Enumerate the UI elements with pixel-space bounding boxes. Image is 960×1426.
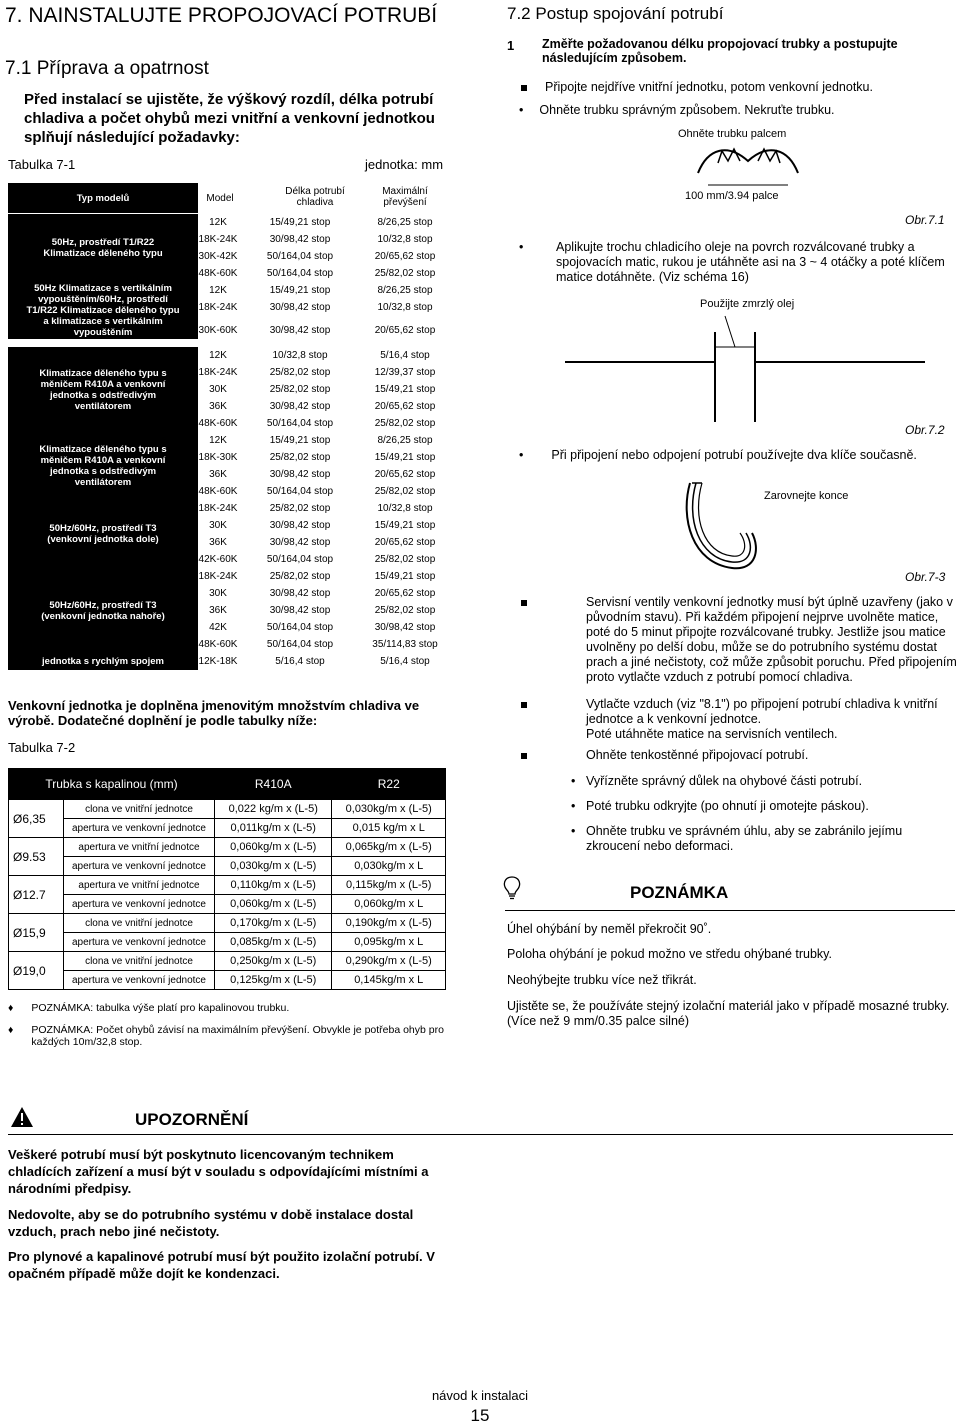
unit-label: jednotka: mm bbox=[365, 157, 444, 172]
t2-cell: 0,060kg/m x (L-5) bbox=[215, 838, 332, 857]
flare-oil-figure bbox=[565, 312, 925, 422]
t1-row bbox=[198, 534, 446, 551]
t1-cell: 20/65,62 stop bbox=[374, 469, 436, 480]
t1-cell: 30K bbox=[209, 384, 227, 395]
coiled-pipe-figure bbox=[682, 478, 762, 573]
t1-cell: 5/16,4 stop bbox=[380, 350, 430, 361]
t1-cell: 10/32,8 stop bbox=[377, 302, 433, 313]
t1-type-cell bbox=[8, 214, 198, 282]
t1-cell: 15/49,21 stop bbox=[374, 571, 436, 582]
t2-cell: 0,250kg/m x (L-5) bbox=[215, 952, 332, 971]
t1-row bbox=[198, 466, 446, 483]
t1-row bbox=[198, 398, 446, 415]
t1-cell: 12K bbox=[209, 217, 227, 228]
t1-cell: 42K-60K bbox=[198, 554, 238, 565]
t2-cell: 0,095kg/m x L bbox=[332, 933, 446, 952]
t1-cell: 48K-60K bbox=[198, 268, 238, 279]
t1-cell: 50/164,04 stop bbox=[266, 251, 334, 262]
t1-cell: 25/82,02 stop bbox=[269, 503, 331, 514]
t1-cell: 35/114,83 stop bbox=[372, 639, 438, 650]
t1-type-cell bbox=[8, 500, 198, 568]
sub-bullet-3: • Ohněte trubku ve správném úhlu, aby se zabránilo jejímu zkroucení nebo deformaci. bbox=[571, 824, 903, 853]
warning-p1: Veškeré potrubí musí být poskytnuto licencovaným technikem chladících zařízení a musí být v souladu s odpovídajícími místními a národními předpisy. bbox=[8, 1147, 429, 1196]
note-line-2: Poloha ohýbání je pokud možno ve středu ohýbané trubky. bbox=[507, 947, 832, 961]
t1-cell: 15/49,21 stop bbox=[269, 285, 331, 296]
t1-cell: 25/82,02 stop bbox=[374, 268, 436, 279]
t1-cell: 25/82,02 stop bbox=[374, 418, 436, 429]
t2-row bbox=[9, 800, 446, 819]
t1-type-text: 50Hz/60Hz, prostředí T3 (venkovní jednotka dole) bbox=[47, 523, 159, 545]
t1-cell: 30/98,42 stop bbox=[269, 537, 331, 548]
t2-row bbox=[9, 895, 446, 914]
t1-cell: 30K-60K bbox=[198, 325, 238, 336]
t1-cell: 18K-24K bbox=[198, 503, 238, 514]
t1-cell: 42K bbox=[209, 622, 227, 633]
fig3-label: Obr.7-3 bbox=[905, 570, 946, 584]
t1-type-cell bbox=[8, 653, 198, 670]
t1-type-text: 50Hz/60Hz, prostředí T3 (venkovní jednotka nahoře) bbox=[41, 599, 165, 622]
t1-row bbox=[198, 585, 446, 602]
t1-type-text: jednotka s rychlým spojem bbox=[42, 656, 164, 667]
t1-cell: 50/164,04 stop bbox=[266, 268, 334, 279]
t1-cell: 20/65,62 stop bbox=[374, 537, 436, 548]
t1-cell: 20/65,62 stop bbox=[374, 401, 436, 412]
footer-manual: návod k instalaci bbox=[431, 1388, 529, 1403]
t1-cell: 12/39,37 stop bbox=[374, 367, 436, 378]
t1-cell: 12K bbox=[209, 435, 227, 446]
t2-cell: apertura ve venkovní jednotce bbox=[64, 933, 215, 952]
t1-row bbox=[198, 432, 446, 449]
t1-cell: 25/82,02 stop bbox=[374, 554, 436, 565]
t1-cell: 25/82,02 stop bbox=[269, 571, 331, 582]
t1-cell: 36K bbox=[209, 401, 227, 412]
t1-cell: 36K bbox=[209, 537, 227, 548]
t1-header-typ bbox=[8, 183, 198, 213]
warning-title: UPOZORNĚNÍ bbox=[135, 1110, 249, 1129]
t1-cell: 20/65,62 stop bbox=[374, 251, 436, 262]
note-title: POZNÁMKA bbox=[630, 883, 729, 902]
t2-cell: apertura ve venkovní jednotce bbox=[64, 819, 215, 838]
table-2 bbox=[8, 768, 446, 990]
t1-cell: 50/164,04 stop bbox=[266, 622, 334, 633]
t1-cell: 10/32,8 stop bbox=[377, 503, 433, 514]
t1-row bbox=[198, 619, 446, 636]
warning-icon bbox=[10, 1106, 34, 1128]
t2-cell: 0,030kg/m x L bbox=[332, 857, 446, 876]
fig2-label: Obr.7.2 bbox=[905, 423, 945, 437]
t2-cell: 0,060kg/m x (L-5) bbox=[215, 895, 332, 914]
sub-bullets bbox=[507, 774, 957, 854]
t1-cell: 36K bbox=[209, 605, 227, 616]
t1-cell: 25/82,02 stop bbox=[269, 452, 331, 463]
t1-row bbox=[198, 636, 446, 653]
t1-type-cell bbox=[8, 568, 198, 653]
t2-diameter: Ø6,35 bbox=[9, 800, 64, 838]
t2-cell: 0,011kg/m x (L-5) bbox=[215, 819, 332, 838]
t1-row bbox=[198, 248, 446, 265]
t1-cell: 30K-42K bbox=[198, 251, 238, 262]
t2-row bbox=[9, 914, 446, 933]
bullet-3: • Aplikujte trochu chladicího oleje na povrch rozválcované trubky a spojovacích matic, rukou je utáhněte asi na 3 ~ 4 otáčky a poté klíčem matice dotáhněte. (Viz schéma 16) bbox=[519, 240, 945, 284]
diamond-icon: ♦ bbox=[8, 1024, 14, 1036]
t1-cell: 15/49,21 stop bbox=[269, 217, 331, 228]
t1-cell: 50/164,04 stop bbox=[266, 554, 334, 565]
t1-cell: 50/164,04 stop bbox=[266, 486, 334, 497]
t1-cell: 18K-24K bbox=[198, 367, 238, 378]
t1-cell: 48K-60K bbox=[198, 418, 238, 429]
t2-header-r22: R22 bbox=[332, 769, 446, 800]
t2-cell: 0,190kg/m x (L-5) bbox=[332, 914, 446, 933]
t1-header-model: Model bbox=[206, 193, 234, 204]
t1-row bbox=[198, 500, 446, 517]
t1-row bbox=[198, 449, 446, 466]
t1-row bbox=[198, 322, 446, 339]
t2-cell: 0,030kg/m x (L-5) bbox=[332, 800, 446, 819]
t1-cell: 18K-24K bbox=[198, 571, 238, 582]
t2-cell: apertura ve venkovní jednotce bbox=[64, 971, 215, 990]
t1-cell: 5/16,4 stop bbox=[380, 656, 430, 667]
diamond-icon: ♦ bbox=[8, 1002, 14, 1014]
t1-type-cell bbox=[8, 282, 198, 339]
t1-row bbox=[198, 381, 446, 398]
note-line-1: Úhel ohýbání by neměl překročit 90˚. bbox=[507, 922, 712, 936]
t1-row bbox=[198, 214, 446, 231]
t1-cell: 30K bbox=[209, 520, 227, 531]
t1-type-text: 50Hz Klimatizace s vertikálním vypouštěním/60Hz, prostředí T1/R22 Klimatizace děleného typu a klimatizace s vertikálním vypouštěním bbox=[26, 283, 180, 338]
t1-type-cell bbox=[8, 347, 198, 432]
t2-header-pipe: Trubka s kapalinou (mm) bbox=[9, 769, 215, 800]
t2-diameter: Ø15,9 bbox=[9, 914, 64, 952]
t2-cell: 0,085kg/m x (L-5) bbox=[215, 933, 332, 952]
warning-p2: Nedovolte, aby se do potrubního systému v době instalace dostal vzduch, prach nebo jiné nečistoty. bbox=[8, 1207, 414, 1239]
fig2-caption: Použijte zmrzlý olej bbox=[700, 298, 795, 310]
t2-cell: 0,125kg/m x (L-5) bbox=[215, 971, 332, 990]
fig1-caption: Ohněte trubku palcem bbox=[678, 128, 787, 140]
lightbulb-icon bbox=[502, 876, 522, 900]
t2-cell: 0,015 kg/m x L bbox=[332, 819, 446, 838]
square-bullet-1: Servisní ventily venkovní jednotky musí být úplně uzavřeny (jako v původním stavu). Při každém připojení nejprve uvolněte matice, poté do 5 minut připojte rozválcované trubky. Jestliže jsou matice uvolněny po delší dobu, může se do potrubního systému dostat prach a jiné nečistoty, což může způsobit poruchu. Před připojením proto vytlačte vzduch z potrubí pomocí chladiva. bbox=[507, 595, 957, 685]
t1-cell: 8/26,25 stop bbox=[377, 435, 433, 446]
t1-cell: 30/98,42 stop bbox=[269, 588, 331, 599]
t1-cell: 50/164,04 stop bbox=[266, 418, 334, 429]
t2-cell: clona ve vnitřní jednotce bbox=[64, 914, 215, 933]
t1-cell: 36K bbox=[209, 469, 227, 480]
t1-cell: 5/16,4 stop bbox=[275, 656, 325, 667]
t2-diameter: Ø9.53 bbox=[9, 838, 64, 876]
t1-cell: 20/65,62 stop bbox=[374, 588, 436, 599]
bend-pipe-figure bbox=[688, 143, 808, 189]
t1-cell: 30/98,42 stop bbox=[269, 469, 331, 480]
t1-cell: 48K-60K bbox=[198, 486, 238, 497]
t2-cell: apertura ve vnitřní jednotce bbox=[64, 876, 215, 895]
t2-cell: apertura ve vnitřní jednotce bbox=[64, 838, 215, 857]
t2-row bbox=[9, 876, 446, 895]
sub-bullet-1: • Vyřízněte správný důlek na ohybové části potrubí. bbox=[571, 774, 863, 788]
t1-cell: 30/98,42 stop bbox=[269, 302, 331, 313]
t1-cell: 25/82,02 stop bbox=[374, 486, 436, 497]
t1-type-text: Klimatizace děleného typu s měničem R410A a venkovní jednotka s odstředivým ventilátorem bbox=[39, 367, 167, 412]
t1-header-typ-text: Typ modelů bbox=[76, 193, 130, 204]
t2-diameter: Ø12.7 bbox=[9, 876, 64, 914]
subsection-title: 7.1 Příprava a opatrnost bbox=[5, 58, 209, 79]
t1-cell: 8/26,25 stop bbox=[377, 217, 433, 228]
t2-cell: 0,060kg/m x L bbox=[332, 895, 446, 914]
t1-row bbox=[198, 551, 446, 568]
t2-row bbox=[9, 819, 446, 838]
t1-row bbox=[198, 415, 446, 432]
t2-row bbox=[9, 952, 446, 971]
t1-row bbox=[198, 265, 446, 282]
footer-page-number: 15 bbox=[470, 1406, 490, 1425]
t1-cell: 20/65,62 stop bbox=[374, 325, 436, 336]
t1-row bbox=[198, 517, 446, 534]
intro-text: Před instalací se ujistěte, že výškový rozdíl, délka potrubí chladiva a počet ohybů mezi vnitřní a venkovní jednotkou splňují následující požadavky: bbox=[24, 91, 435, 146]
notes bbox=[8, 1002, 448, 1048]
t1-cell: 18K-30K bbox=[198, 452, 238, 463]
t2-cell: 0,022 kg/m x (L-5) bbox=[215, 800, 332, 819]
section-title: 7. NAINSTALUJTE PROPOJOVACÍ POTRUBÍ bbox=[5, 4, 438, 27]
t2-row bbox=[9, 933, 446, 952]
t1-row bbox=[198, 282, 446, 299]
t1-cell: 30/98,42 stop bbox=[269, 234, 331, 245]
t2-cell: apertura ve venkovní jednotce bbox=[64, 895, 215, 914]
t2-cell: 0,145kg/m x L bbox=[332, 971, 446, 990]
t2-row bbox=[9, 857, 446, 876]
t2-row bbox=[9, 838, 446, 857]
t1-cell: 30/98,42 stop bbox=[269, 325, 331, 336]
t1-cell: 12K-18K bbox=[198, 656, 238, 667]
t1-cell: 15/49,21 stop bbox=[269, 435, 331, 446]
t2-cell: apertura ve venkovní jednotce bbox=[64, 857, 215, 876]
t2-cell: clona ve vnitřní jednotce bbox=[64, 800, 215, 819]
step-number: 1 bbox=[507, 38, 515, 53]
t1-cell: 25/82,02 stop bbox=[269, 367, 331, 378]
t2-cell: 0,030kg/m x (L-5) bbox=[215, 857, 332, 876]
note-line-3: Neohýbejte trubku více než třikrát. bbox=[507, 973, 697, 987]
t1-cell: 18K-24K bbox=[198, 234, 238, 245]
t2-cell: 0,170kg/m x (L-5) bbox=[215, 914, 332, 933]
step-text: Změřte požadovanou délku propojovací trubky a postupujte následujícím způsobem. bbox=[542, 37, 898, 65]
note-1: ♦ POZNÁMKA: tabulka výše platí pro kapalinovou trubku. bbox=[8, 1002, 290, 1014]
t1-header-length: Délka potrubí chladiva bbox=[285, 186, 345, 208]
t1-cell: 30/98,42 stop bbox=[269, 605, 331, 616]
bullet-1: Připojte nejdříve vnitřní jednotku, potom venkovní jednotku. bbox=[507, 80, 957, 95]
fig1-label: Obr.7.1 bbox=[905, 213, 945, 227]
t1-row bbox=[198, 347, 446, 364]
note-divider bbox=[505, 910, 955, 911]
t1-cell: 18K-24K bbox=[198, 302, 238, 313]
sub-bullet-2: • Poté trubku odkryjte (po ohnutí ji omotejte páskou). bbox=[571, 799, 869, 813]
t2-cell: 0,110kg/m x (L-5) bbox=[215, 876, 332, 895]
t1-type-text: Klimatizace děleného typu s měničem R410A a venkovní jednotka s odstředivým ventilátorem bbox=[39, 444, 167, 488]
t1-row bbox=[198, 568, 446, 585]
t1-cell: 12K bbox=[209, 285, 227, 296]
t1-cell: 15/49,21 stop bbox=[374, 384, 436, 395]
t1-cell: 30/98,42 stop bbox=[269, 520, 331, 531]
t1-type-text: 50Hz, prostředí T1/R22 Klimatizace děleného typu bbox=[43, 237, 163, 259]
t1-cell: 10/32,8 stop bbox=[377, 234, 433, 245]
fig1-dimension: 100 mm/3.94 palce bbox=[685, 190, 779, 202]
t2-cell: 0,290kg/m x (L-5) bbox=[332, 952, 446, 971]
table2-label: Tabulka 7-2 bbox=[8, 740, 76, 755]
t1-cell: 8/26,25 stop bbox=[377, 285, 433, 296]
t1-row bbox=[198, 483, 446, 500]
subsection-title-right: 7.2 Postup spojování potrubí bbox=[507, 4, 724, 23]
t1-row bbox=[198, 231, 446, 248]
t1-cell: 25/82,02 stop bbox=[269, 384, 331, 395]
square-bullet-2: Vytlačte vzduch (viz "8.1") po připojení potrubí chladiva k vnitřní jednotce a k venkovní jednotce. Poté utáhněte matice na servisních ventilech. bbox=[507, 697, 957, 742]
bullet-4: • Při připojení nebo odpojení potrubí používejte dva klíče současně. bbox=[519, 448, 917, 462]
t1-cell: 15/49,21 stop bbox=[374, 520, 436, 531]
t1-row bbox=[198, 653, 446, 670]
t1-cell: 12K bbox=[209, 350, 227, 361]
t2-diameter: Ø19,0 bbox=[9, 952, 64, 990]
warning-divider bbox=[8, 1134, 953, 1135]
t1-row bbox=[198, 299, 446, 316]
t2-cell: clona ve vnitřní jednotce bbox=[64, 952, 215, 971]
t1-type-cell bbox=[8, 432, 198, 500]
fig3-caption: Zarovnejte konce bbox=[764, 490, 849, 502]
t1-cell: 48K-60K bbox=[198, 639, 238, 650]
bullet-2: • Ohněte trubku správným způsobem. Nekruťte trubku. bbox=[519, 103, 835, 117]
t1-cell: 25/82,02 stop bbox=[374, 605, 436, 616]
warning-p3: Pro plynové a kapalinové potrubí musí být použito izolační potrubí. V opačném případě může dojít ke kondenzaci. bbox=[8, 1249, 435, 1281]
t2-header-r410a: R410A bbox=[215, 769, 332, 800]
refill-text: Venkovní jednotka je doplněna jmenovitým množstvím chladiva ve výrobě. Dodatečné doplnění je podle tabulky níže: bbox=[8, 698, 420, 728]
note-2: ♦ POZNÁMKA: Počet ohybů závisí na maximálním převýšení. Obvykle je potřeba ohyb pro každých 10m/32,8 stop. bbox=[8, 1024, 444, 1048]
t1-row bbox=[198, 602, 446, 619]
t1-cell: 30/98,42 stop bbox=[374, 622, 436, 633]
t2-cell: 0,065kg/m x (L-5) bbox=[332, 838, 446, 857]
t2-cell: 0,115kg/m x (L-5) bbox=[332, 876, 446, 895]
t1-header-max: Maximální převýšení bbox=[382, 186, 428, 208]
t1-cell: 10/32,8 stop bbox=[272, 350, 328, 361]
t1-cell: 30K bbox=[209, 588, 227, 599]
square-bullet-3: Ohněte tenkostěnné připojovací potrubí. bbox=[507, 748, 957, 763]
t1-cell: 30/98,42 stop bbox=[269, 401, 331, 412]
t2-row bbox=[9, 971, 446, 990]
t1-cell: 15/49,21 stop bbox=[374, 452, 436, 463]
table1-label: Tabulka 7-1 bbox=[8, 157, 76, 172]
t1-cell: 50/164,04 stop bbox=[266, 639, 334, 650]
t1-row bbox=[198, 364, 446, 381]
note-line-4: Ujistěte se, že používáte stejný izolační materiál jako v případě mosazné trubky. (Více než 9 mm/0.35 palce silné) bbox=[507, 999, 950, 1028]
